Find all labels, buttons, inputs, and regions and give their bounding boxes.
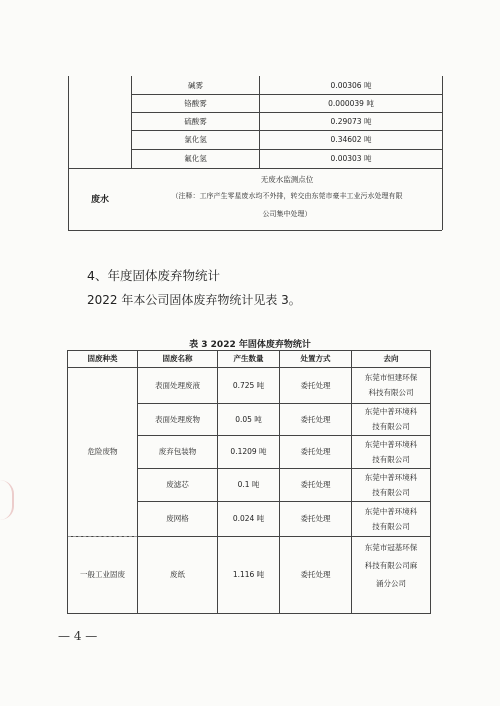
waste-quantity: 0.024 吨 [232,514,265,523]
stamp-fragment [0,480,14,520]
wastewater-note-line3: 公司集中处理） [262,209,312,218]
pollutant-amount: 0.00306 吨 [330,80,372,90]
waste-name: 废弃包装物 [158,447,197,456]
wastewater-label: 废水 [90,194,109,205]
destination-line2: 科技有限公司麻 [364,560,418,570]
pollutant-amount: 0.000039 吨 [328,98,374,108]
wastewater-note-line2: （注释：工序产生零星废水均不外排，转交由东莞市豪丰工业污水处理有限 [171,191,403,200]
pollutant-name: 碱雾 [188,80,203,90]
waste-name: 废滤芯 [166,480,189,489]
destination-line1: 东莞市冠基环保 [364,542,418,552]
waste-name: 表面处理废物 [155,414,200,424]
waste-quantity: 0.725 吨 [232,380,265,390]
waste-name: 表面处理废液 [155,380,200,390]
destination-line1: 东莞中普环境科 [364,472,418,482]
category-hazardous: 危险废物 [87,447,118,456]
disposal-method: 委托处理 [300,480,331,489]
page-number: — 4 — [58,629,98,643]
wastewater-note-line1: 无废水监测点位 [260,174,314,184]
pollutant-name: 氯化氢 [184,135,207,144]
waste-quantity: 0.1209 吨 [230,447,267,456]
disposal-method: 委托处理 [300,570,331,579]
destination-line2: 技有限公司 [372,521,410,531]
waste-name: 废网格 [166,514,189,523]
section-heading: 4、年度固体废弃物统计 [87,268,220,283]
category-general: 一般工业固废 [80,570,125,579]
destination-line2: 技有限公司 [372,421,410,431]
waste-quantity: 0.05 吨 [235,414,262,424]
waste-quantity: 1.116 吨 [232,570,265,579]
pollutant-name: 氟化氢 [184,154,207,163]
header-destination: 去向 [383,354,399,363]
header-waste-name: 固废名称 [162,354,193,363]
destination-line2: 科技有限公司 [368,387,414,397]
header-disposal-method: 处置方式 [300,354,331,363]
disposal-method: 委托处理 [300,447,331,456]
pollutant-amount: 0.34602 吨 [330,135,372,144]
disposal-method: 委托处理 [300,514,331,523]
destination-line1: 东莞中普环境科 [364,406,418,416]
disposal-method: 委托处理 [300,380,331,390]
pollutant-amount: 0.00303 吨 [330,154,372,163]
destination-line2: 技有限公司 [372,487,410,497]
destination-line3: 涌分公司 [376,578,406,588]
disposal-method: 委托处理 [300,414,331,424]
waste-name: 废纸 [170,570,185,579]
table-caption: 表 3 2022 年固体废弃物统计 [189,340,311,350]
header-waste-type: 固废种类 [87,354,118,363]
section-body: 2022 年本公司固体废弃物统计见表 3。 [87,293,301,307]
pollutant-name: 铬酸雾 [184,98,207,108]
waste-quantity: 0.1 吨 [237,480,260,489]
destination-line2: 技有限公司 [372,454,410,464]
pollutant-name: 硫酸雾 [184,116,207,126]
destination-line1: 东莞中普环境科 [364,439,418,449]
destination-line1: 东莞市恒建环保 [364,372,418,382]
header-quantity: 产生数量 [233,354,264,363]
pollutant-amount: 0.29073 吨 [330,116,372,126]
destination-line1: 东莞中普环境科 [364,506,418,516]
